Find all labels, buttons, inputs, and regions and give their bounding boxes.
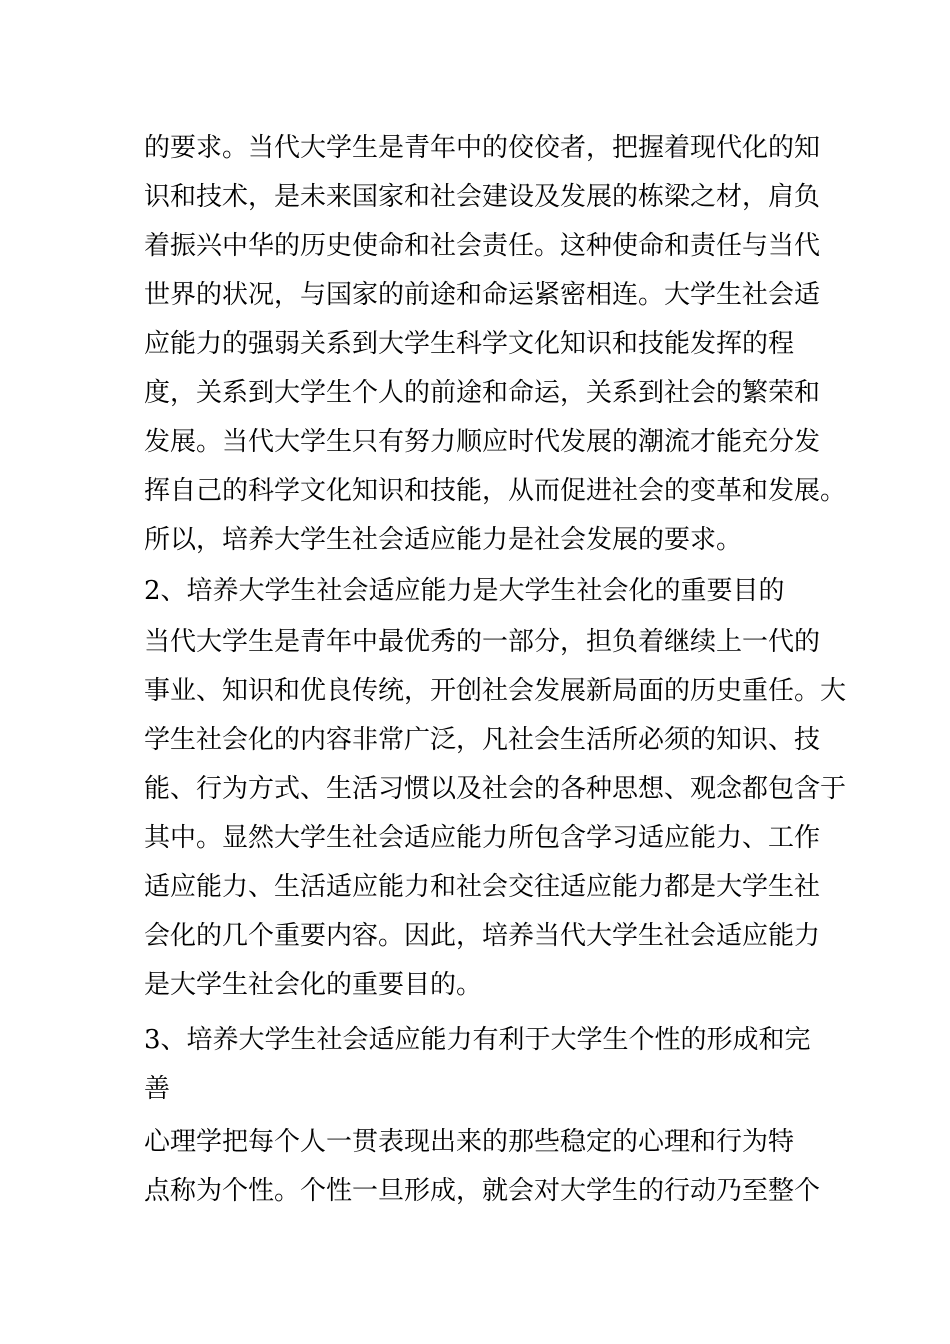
body-text-line: 心理学把每个人一贯表现出来的那些稳定的心理和行为特 (144, 1127, 795, 1157)
body-text-line: 发展。当代大学生只有努力顺应时代发展的潮流才能充分发 (144, 427, 821, 457)
body-text-line: 挥自己的科学文化知识和技能，从而促进社会的变革和发展。 (144, 476, 847, 506)
body-text-line: 度，关系到大学生个人的前途和命运，关系到社会的繁荣和 (144, 378, 821, 408)
section-heading-3: 3、培养大学生社会适应能力有利于大学生个性的形成和完 (144, 1025, 811, 1055)
body-text-line: 所以，培养大学生社会适应能力是社会发展的要求。 (144, 525, 743, 555)
body-text-line: 世界的状况，与国家的前途和命运紧密相连。大学生社会适 (144, 280, 821, 310)
body-text-line: 应能力的强弱关系到大学生科学文化知识和技能发挥的程 (144, 329, 795, 359)
section-heading-3-continued: 善 (144, 1074, 171, 1104)
body-text-line: 当代大学生是青年中最优秀的一部分，担负着继续上一代的 (144, 627, 821, 657)
body-text-line: 是大学生社会化的重要目的。 (144, 970, 483, 1000)
body-text-line: 的要求。当代大学生是青年中的佼佼者，把握着现代化的知 (144, 133, 821, 163)
body-text-line: 其中。显然大学生社会适应能力所包含学习适应能力、工作 (144, 823, 821, 853)
body-text-line: 识和技术，是未来国家和社会建设及发展的栋梁之材，肩负 (144, 182, 821, 212)
body-text-line: 学生社会化的内容非常广泛，凡社会生活所必须的知识、技 (144, 725, 821, 755)
section-heading-2: 2、培养大学生社会适应能力是大学生社会化的重要目的 (144, 576, 785, 606)
body-text-line: 点称为个性。个性一旦形成，就会对大学生的行动乃至整个 (144, 1176, 821, 1206)
body-text-line: 能、行为方式、生活习惯以及社会的各种思想、观念都包含于 (144, 774, 847, 804)
body-text-line: 适应能力、生活适应能力和社会交往适应能力都是大学生社 (144, 872, 821, 902)
body-text-line: 会化的几个重要内容。因此，培养当代大学生社会适应能力 (144, 921, 821, 951)
body-text-line: 着振兴中华的历史使命和社会责任。这种使命和责任与当代 (144, 231, 821, 261)
body-text-line: 事业、知识和优良传统，开创社会发展新局面的历史重任。大 (144, 676, 847, 706)
